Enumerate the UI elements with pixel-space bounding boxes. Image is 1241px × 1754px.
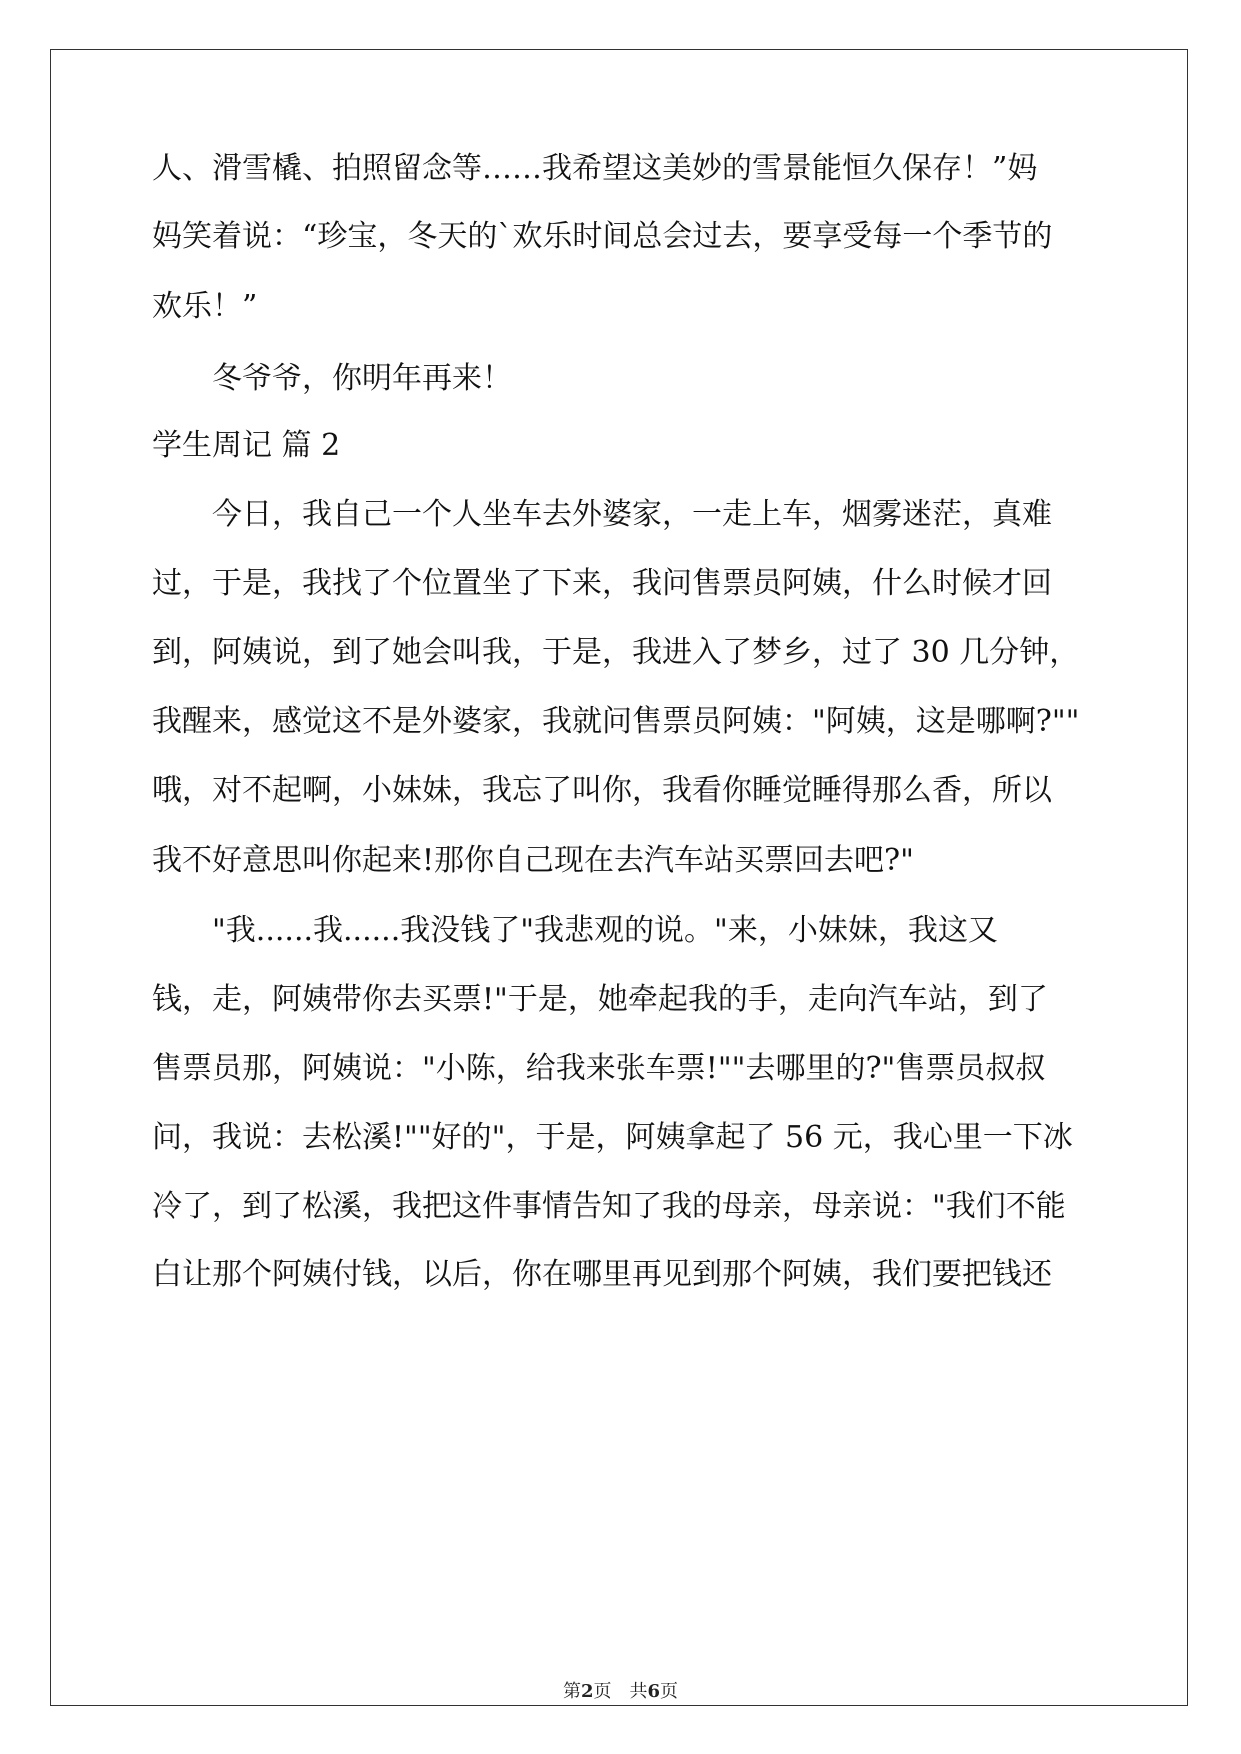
text-line: 到，阿姨说，到了她会叫我，于是，我进入了梦乡，过了 30 几分钟，: [152, 635, 1080, 670]
text-line: 人、滑雪橇、拍照留念等……我希望这美妙的雪景能恒久保存！”妈: [152, 151, 1038, 186]
text-line: 问，我说：去松溪!""好的"，于是，阿姨拿起了 56 元，我心里一下冰: [152, 1120, 1073, 1155]
footer-middle: 页 共: [593, 1681, 648, 1702]
text-line: "我......我......我没钱了"我悲观的说。"来，小妹妹，我这又: [212, 913, 998, 948]
text-line: 欢乐！”: [152, 289, 258, 324]
footer-prefix: 第: [562, 1681, 581, 1702]
text-line: 售票员那，阿姨说："小陈，给我来张车票!""去哪里的?"售票员叔叔: [152, 1051, 1046, 1086]
text-line: 白让那个阿姨付钱，以后，你在哪里再见到那个阿姨，我们要把钱还: [152, 1257, 1052, 1292]
footer-suffix: 页: [660, 1681, 679, 1702]
text-line: 今日，我自己一个人坐车去外婆家，一走上车，烟雾迷茫，真难: [212, 497, 1052, 532]
page-footer: [0, 1681, 1241, 1703]
text-line: 冷了，到了松溪，我把这件事情告知了我的母亲，母亲说："我们不能: [152, 1189, 1066, 1224]
text-line: 冬爷爷，你明年再来！: [212, 361, 512, 396]
section-heading: 学生周记 篇 2: [152, 428, 341, 463]
text-line: 我不好意思叫你起来!那你自己现在去汽车站买票回去吧?": [152, 843, 914, 878]
current-page-number: 2: [580, 1681, 594, 1702]
text-line: 我醒来，感觉这不是外婆家，我就问售票员阿姨："阿姨，这是哪啊?"": [152, 704, 1080, 739]
text-line: 钱，走，阿姨带你去买票!"于是，她牵起我的手，走向汽车站，到了: [152, 982, 1048, 1017]
text-line: 哦，对不起啊，小妹妹，我忘了叫你，我看你睡觉睡得那么香，所以: [152, 773, 1052, 808]
text-line: 妈笑着说：“珍宝，冬天的`欢乐时间总会过去，要享受每一个季节的: [152, 219, 1053, 254]
text-line: 过，于是，我找了个位置坐了下来，我问售票员阿姨，什么时候才回: [152, 566, 1052, 601]
total-page-count: 6: [647, 1681, 661, 1702]
